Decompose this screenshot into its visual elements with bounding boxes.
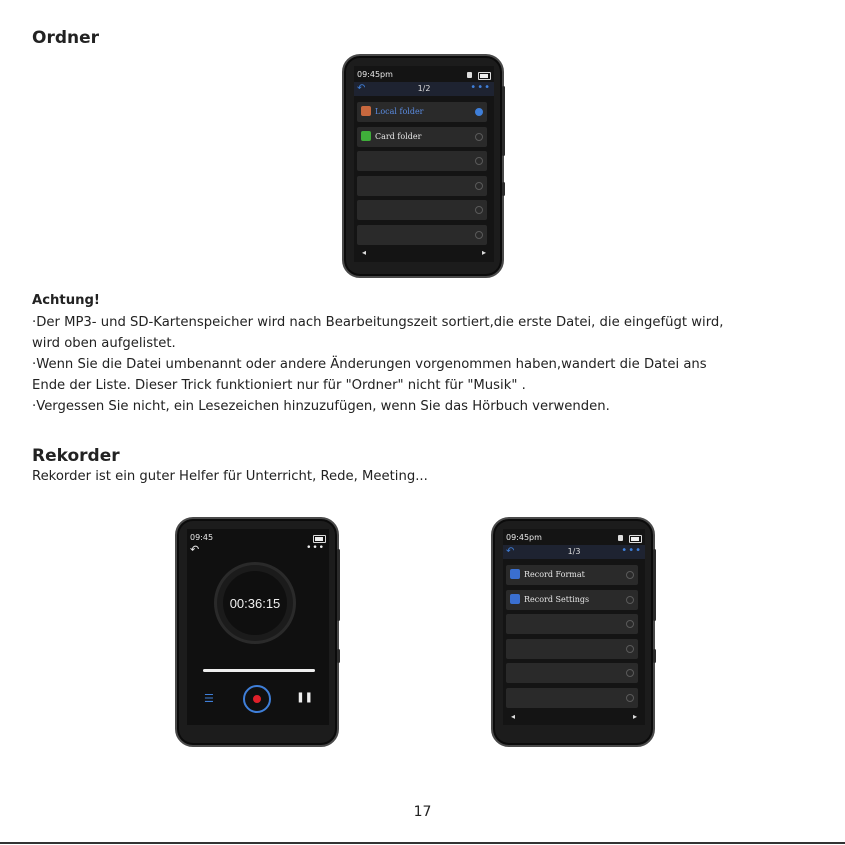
list-item[interactable]	[357, 176, 487, 196]
list-item-label: Record Settings	[524, 594, 590, 604]
recorder-screen	[187, 529, 329, 725]
footer-rule	[0, 842, 845, 844]
notice-line: Ende der Liste. Dieser Trick funktioniert nur für "Ordner" nicht für "Musik" .	[32, 378, 526, 393]
list-item[interactable]	[357, 127, 487, 147]
nav-bar	[354, 82, 494, 96]
status-time: 09:45	[190, 533, 214, 542]
list-icon[interactable]: ☰	[204, 692, 214, 705]
list-item[interactable]	[506, 590, 638, 610]
status-bar	[354, 68, 494, 82]
prev-page-icon[interactable]: ◂	[362, 248, 367, 257]
timer-text: 00:36:15	[229, 596, 281, 611]
radio-icon[interactable]	[475, 206, 483, 214]
next-page-icon[interactable]: ▸	[481, 248, 486, 257]
list-item[interactable]	[506, 565, 638, 585]
record-icon	[253, 695, 261, 703]
sd-card-icon	[361, 131, 371, 141]
side-button	[502, 86, 505, 156]
back-arrow-icon[interactable]: ↶	[506, 546, 515, 557]
battery-icon	[629, 535, 642, 543]
notice-line: ·Der MP3- und SD-Kartenspeicher wird nach Bearbeitungszeit sortiert,die erste Datei, die eingefügt wird,	[32, 315, 724, 330]
folder-icon	[361, 106, 371, 116]
record-settings-icon	[510, 594, 520, 604]
radio-icon[interactable]	[475, 182, 483, 190]
radio-icon[interactable]	[626, 694, 634, 702]
status-bar	[503, 531, 645, 545]
section-heading-folder: Ordner	[32, 28, 100, 48]
pager	[354, 246, 494, 260]
radio-icon[interactable]	[626, 645, 634, 653]
page-indicator: 1/3	[567, 547, 581, 556]
timer-ring	[217, 565, 293, 641]
next-page-icon[interactable]: ▸	[632, 712, 637, 721]
notice-line: ·Vergessen Sie nicht, ein Lesezeichen hinzuzufügen, wenn Sie das Hörbuch verwenden.	[32, 399, 610, 414]
battery-icon	[313, 535, 326, 543]
list-item-label: Card folder	[375, 131, 422, 141]
pager	[503, 710, 645, 724]
progress-track	[203, 669, 315, 672]
list-item-label: Record Format	[524, 570, 585, 579]
recorder-device	[175, 517, 339, 747]
list-item[interactable]	[506, 639, 638, 659]
back-arrow-icon[interactable]: ↶	[190, 543, 200, 556]
radio-icon[interactable]	[626, 669, 634, 677]
list-item[interactable]	[357, 200, 487, 220]
recorder-subtitle: Rekorder ist ein guter Helfer für Unterricht, Rede, Meeting...	[32, 469, 428, 484]
radio-icon[interactable]	[475, 157, 483, 165]
list-item[interactable]	[506, 663, 638, 683]
notice-title: Achtung!	[32, 293, 100, 308]
more-dots-icon[interactable]: •••	[621, 545, 642, 556]
side-button-small	[337, 649, 340, 663]
side-button	[653, 549, 656, 621]
prev-page-icon[interactable]: ◂	[511, 712, 516, 721]
list-item[interactable]	[357, 151, 487, 171]
list-item[interactable]	[357, 102, 487, 122]
more-dots-icon[interactable]: •••	[306, 543, 325, 553]
list-item[interactable]	[506, 614, 638, 634]
page-number: 17	[413, 804, 432, 820]
battery-icon	[478, 72, 491, 80]
sd-card-icon	[467, 72, 472, 78]
page-indicator: 1/2	[417, 84, 431, 93]
record-format-icon	[510, 569, 520, 579]
record-button[interactable]	[243, 685, 271, 713]
status-time: 09:45pm	[506, 533, 542, 542]
list-item[interactable]	[506, 688, 638, 708]
list-item-label: Local folder	[375, 107, 424, 116]
radio-icon[interactable]	[626, 596, 634, 604]
recorder-menu-device	[491, 517, 655, 747]
side-button	[337, 549, 340, 621]
recorder-menu-screen	[503, 529, 645, 725]
back-arrow-icon[interactable]: ↶	[357, 83, 366, 94]
radio-icon[interactable]	[626, 571, 634, 579]
side-button-small	[653, 649, 656, 663]
side-button-small	[502, 182, 505, 196]
status-time: 09:45pm	[357, 70, 393, 79]
section-heading-recorder: Rekorder	[32, 446, 120, 466]
list-item[interactable]	[357, 225, 487, 245]
radio-icon[interactable]	[626, 620, 634, 628]
folder-device	[342, 54, 504, 278]
sd-card-icon	[618, 535, 623, 541]
pause-icon[interactable]: ❚❚	[296, 692, 313, 703]
radio-icon[interactable]	[475, 231, 483, 239]
more-dots-icon[interactable]: •••	[470, 82, 491, 93]
radio-icon[interactable]	[475, 133, 483, 141]
notice-line: wird oben aufgelistet.	[32, 336, 176, 351]
folder-screen	[354, 66, 494, 262]
notice-line: ·Wenn Sie die Datei umbenannt oder andere Änderungen vorgenommen haben,wandert die Datei ans	[32, 357, 707, 372]
radio-icon[interactable]	[475, 108, 483, 116]
progress-fill	[203, 669, 315, 672]
nav-bar	[503, 545, 645, 559]
